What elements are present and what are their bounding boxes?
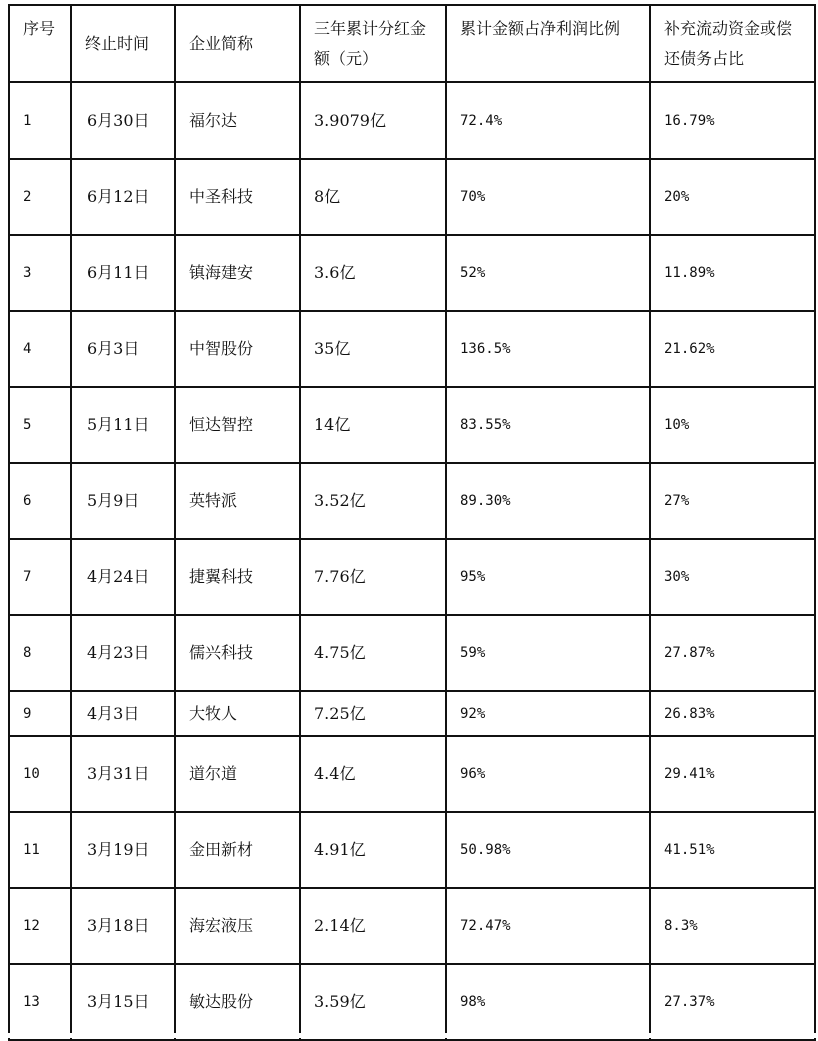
row-profit-ratio: 89.30% [446, 463, 650, 539]
table-row [9, 615, 815, 691]
table-header-row [9, 5, 815, 82]
row-end-date: 6月11日 [71, 235, 175, 311]
row-debt-ratio: 11.89% [650, 235, 815, 311]
row-index: 12 [9, 888, 71, 964]
row-dividend: 2.14亿 [300, 888, 446, 964]
row-index: 3 [9, 235, 71, 311]
header-debt-ratio: 补充流动资金或偿还债务占比 [650, 5, 815, 82]
header-profit-ratio: 累计金额占净利润比例 [446, 5, 650, 82]
ipo-termination-dividend-table [8, 4, 816, 1041]
header-company: 企业简称 [175, 5, 300, 82]
row-debt-ratio: 21.62% [650, 311, 815, 387]
row-profit-ratio: 70% [446, 159, 650, 235]
page-cutoff [0, 1033, 818, 1038]
table-row [9, 888, 815, 964]
row-company: 海宏液压 [175, 888, 300, 964]
table-row [9, 159, 815, 235]
row-end-date: 6月3日 [71, 311, 175, 387]
row-dividend: 3.9079亿 [300, 82, 446, 159]
header-dividend: 三年累计分红金额（元） [300, 5, 446, 82]
table-row [9, 539, 815, 615]
row-profit-ratio: 96% [446, 736, 650, 812]
table-row [9, 387, 815, 463]
row-debt-ratio: 20% [650, 159, 815, 235]
row-index: 11 [9, 812, 71, 888]
row-end-date: 4月23日 [71, 615, 175, 691]
row-end-date: 4月24日 [71, 539, 175, 615]
row-company: 中智股份 [175, 311, 300, 387]
row-company: 道尔道 [175, 736, 300, 812]
row-profit-ratio: 72.47% [446, 888, 650, 964]
row-dividend: 14亿 [300, 387, 446, 463]
row-debt-ratio: 27.37% [650, 964, 815, 1040]
row-index: 1 [9, 82, 71, 159]
row-profit-ratio: 72.4% [446, 82, 650, 159]
row-debt-ratio: 27% [650, 463, 815, 539]
row-index: 10 [9, 736, 71, 812]
row-profit-ratio: 59% [446, 615, 650, 691]
row-profit-ratio: 95% [446, 539, 650, 615]
row-dividend: 7.76亿 [300, 539, 446, 615]
row-dividend: 8亿 [300, 159, 446, 235]
row-profit-ratio: 98% [446, 964, 650, 1040]
row-company: 福尔达 [175, 82, 300, 159]
table-row [9, 82, 815, 159]
row-company: 儒兴科技 [175, 615, 300, 691]
row-company: 镇海建安 [175, 235, 300, 311]
row-index: 2 [9, 159, 71, 235]
row-profit-ratio: 50.98% [446, 812, 650, 888]
row-index: 4 [9, 311, 71, 387]
row-index: 13 [9, 964, 71, 1040]
row-dividend: 7.25亿 [300, 691, 446, 736]
row-debt-ratio: 41.51% [650, 812, 815, 888]
table-row [9, 812, 815, 888]
row-end-date: 3月19日 [71, 812, 175, 888]
row-end-date: 6月12日 [71, 159, 175, 235]
row-end-date: 6月30日 [71, 82, 175, 159]
row-index: 7 [9, 539, 71, 615]
row-debt-ratio: 8.3% [650, 888, 815, 964]
row-index: 5 [9, 387, 71, 463]
table-row [9, 463, 815, 539]
table-row [9, 736, 815, 812]
row-profit-ratio: 52% [446, 235, 650, 311]
row-dividend: 4.4亿 [300, 736, 446, 812]
row-dividend: 3.59亿 [300, 964, 446, 1040]
row-end-date: 3月15日 [71, 964, 175, 1040]
row-company: 捷翼科技 [175, 539, 300, 615]
row-dividend: 35亿 [300, 311, 446, 387]
header-index: 序号 [9, 5, 71, 82]
row-debt-ratio: 10% [650, 387, 815, 463]
table-row [9, 691, 815, 736]
table-row [9, 964, 815, 1040]
row-profit-ratio: 136.5% [446, 311, 650, 387]
row-dividend: 4.91亿 [300, 812, 446, 888]
row-company: 中圣科技 [175, 159, 300, 235]
row-debt-ratio: 27.87% [650, 615, 815, 691]
row-index: 8 [9, 615, 71, 691]
row-company: 敏达股份 [175, 964, 300, 1040]
table-row [9, 235, 815, 311]
row-dividend: 3.52亿 [300, 463, 446, 539]
row-end-date: 3月18日 [71, 888, 175, 964]
row-index: 9 [9, 691, 71, 736]
row-debt-ratio: 30% [650, 539, 815, 615]
row-end-date: 5月11日 [71, 387, 175, 463]
row-company: 大牧人 [175, 691, 300, 736]
row-end-date: 4月3日 [71, 691, 175, 736]
row-profit-ratio: 92% [446, 691, 650, 736]
row-profit-ratio: 83.55% [446, 387, 650, 463]
row-company: 金田新材 [175, 812, 300, 888]
row-end-date: 3月31日 [71, 736, 175, 812]
row-index: 6 [9, 463, 71, 539]
row-dividend: 3.6亿 [300, 235, 446, 311]
row-company: 英特派 [175, 463, 300, 539]
table-row [9, 311, 815, 387]
row-dividend: 4.75亿 [300, 615, 446, 691]
row-end-date: 5月9日 [71, 463, 175, 539]
row-debt-ratio: 29.41% [650, 736, 815, 812]
row-debt-ratio: 16.79% [650, 82, 815, 159]
header-end-date: 终止时间 [71, 5, 175, 82]
row-company: 恒达智控 [175, 387, 300, 463]
row-debt-ratio: 26.83% [650, 691, 815, 736]
